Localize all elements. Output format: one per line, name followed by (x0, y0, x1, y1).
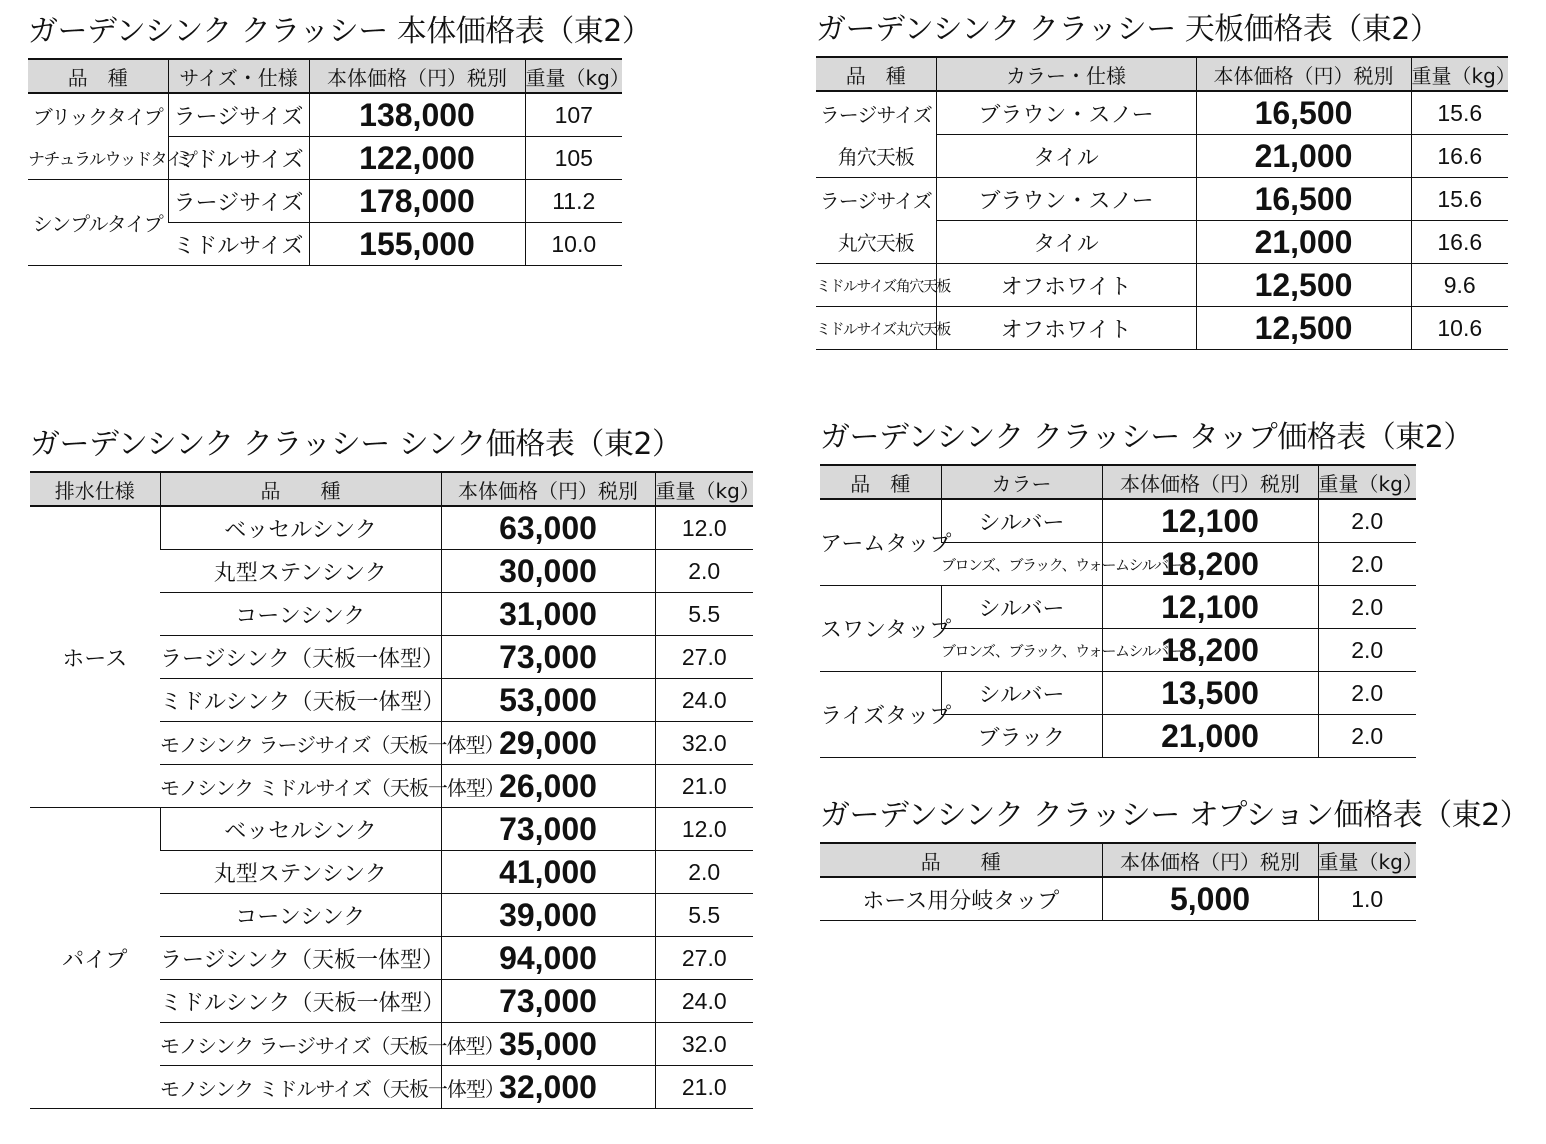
weight-cell: 107 (525, 93, 622, 137)
type-cell: ラージサイズ (816, 178, 936, 221)
header-cell: 本体価格（円）税別 (1102, 465, 1318, 499)
type-cell: シンプルタイプ (28, 180, 168, 266)
product-cell: ミドルシンク（天板一体型） (160, 980, 441, 1023)
price-cell: 12,500 (1196, 307, 1411, 350)
color-cell: ブロンズ、ブラック、ウォームシルバー (941, 629, 1102, 672)
header-cell: 本体価格（円）税別 (309, 59, 525, 93)
table-row (816, 264, 1508, 307)
price-cell: 29,000 (441, 722, 655, 765)
tap-price-table (820, 464, 1423, 758)
sink-price-title: ガーデンシンク クラッシー シンク価格表（東2） (30, 427, 682, 462)
weight-cell: 11.2 (525, 180, 622, 223)
table-header-row (820, 465, 1416, 499)
color-cell: タイル (936, 221, 1196, 264)
product-cell: モノシンク ラージサイズ（天板一体型） (160, 1023, 441, 1066)
price-cell: 31,000 (441, 593, 655, 636)
product-cell: ホース用分岐タップ (820, 877, 1102, 921)
header-cell: 品 種 (816, 57, 936, 91)
color-cell: オフホワイト (936, 264, 1196, 307)
price-cell: 26,000 (441, 765, 655, 808)
price-cell: 155,000 (309, 223, 525, 266)
table-row (820, 672, 1416, 715)
tap-price-title: ガーデンシンク クラッシー タップ価格表（東2） (820, 420, 1473, 455)
table-row (816, 178, 1508, 221)
weight-cell: 2.0 (1318, 672, 1416, 715)
price-cell: 16,500 (1196, 91, 1411, 135)
table-header-row (30, 472, 753, 506)
color-cell: ブラウン・スノー (936, 91, 1196, 135)
weight-cell: 27.0 (655, 636, 753, 679)
weight-cell: 21.0 (655, 1066, 753, 1109)
price-cell: 94,000 (441, 937, 655, 980)
type-cell: ミドルサイズ角穴天板 (816, 264, 936, 307)
header-cell: 重量（kg） (1318, 843, 1416, 877)
top-price-section (816, 12, 1516, 350)
product-cell: 丸型ステンシンク (160, 851, 441, 894)
header-cell: 品 種 (28, 59, 168, 93)
price-cell: 53,000 (441, 679, 655, 722)
product-cell: ベッセルシンク (160, 808, 441, 851)
price-cell: 12,100 (1102, 586, 1318, 629)
price-cell: 16,500 (1196, 178, 1411, 221)
header-cell: 本体価格（円）税別 (1102, 843, 1318, 877)
size-cell: ミドルサイズ (168, 137, 309, 180)
table-row (820, 499, 1416, 543)
price-cell: 138,000 (309, 93, 525, 137)
price-cell: 32,000 (441, 1066, 655, 1109)
product-cell: モノシンク ミドルサイズ（天板一体型） (160, 765, 441, 808)
weight-cell: 12.0 (655, 808, 753, 851)
price-cell: 35,000 (441, 1023, 655, 1066)
color-cell: シルバー (941, 586, 1102, 629)
tap-name-cell: アームタップ (820, 499, 941, 586)
header-cell: 重量（kg） (525, 59, 622, 93)
color-cell: タイル (936, 135, 1196, 178)
color-cell: シルバー (941, 672, 1102, 715)
price-cell: 21,000 (1196, 135, 1411, 178)
table-row (28, 137, 622, 180)
weight-cell: 32.0 (655, 722, 753, 765)
color-cell: オフホワイト (936, 307, 1196, 350)
type-cell: ブリックタイプ (28, 93, 168, 137)
table-row (28, 93, 622, 137)
table-header-row (820, 843, 1416, 877)
header-cell: 本体価格（円）税別 (441, 472, 655, 506)
price-cell: 63,000 (441, 506, 655, 550)
table-row (816, 91, 1508, 135)
weight-cell: 2.0 (1318, 629, 1416, 672)
top-price-title: ガーデンシンク クラッシー 天板価格表（東2） (816, 12, 1440, 47)
header-cell: 重量（kg） (1411, 57, 1508, 91)
weight-cell: 27.0 (655, 937, 753, 980)
option-price-section (820, 798, 1529, 921)
weight-cell: 16.6 (1411, 221, 1508, 264)
header-cell: 重量（kg） (1318, 465, 1416, 499)
header-cell: 品 種 (820, 465, 941, 499)
price-cell: 73,000 (441, 808, 655, 851)
header-cell: 品 種 (160, 472, 441, 506)
price-cell: 18,200 (1102, 543, 1318, 586)
size-cell: ラージサイズ (168, 93, 309, 137)
header-cell: 品 種 (820, 843, 1102, 877)
header-cell: 本体価格（円）税別 (1196, 57, 1411, 91)
header-cell: カラー (941, 465, 1102, 499)
sink-price-section (30, 427, 760, 1109)
option-price-title: ガーデンシンク クラッシー オプション価格表（東2） (820, 798, 1530, 833)
product-cell: ラージシンク（天板一体型） (160, 937, 441, 980)
table-row (820, 586, 1416, 629)
weight-cell: 9.6 (1411, 264, 1508, 307)
color-cell: シルバー (941, 499, 1102, 543)
table-row (30, 506, 753, 550)
price-cell: 12,500 (1196, 264, 1411, 307)
weight-cell: 16.6 (1411, 135, 1508, 178)
price-cell: 178,000 (309, 180, 525, 223)
sink-price-table (30, 471, 760, 1109)
price-cell: 41,000 (441, 851, 655, 894)
type-cell: 丸穴天板 (816, 221, 936, 264)
weight-cell: 21.0 (655, 765, 753, 808)
drain-cell: パイプ (30, 808, 160, 1109)
weight-cell: 15.6 (1411, 91, 1508, 135)
weight-cell: 2.0 (655, 550, 753, 593)
header-cell: カラー・仕様 (936, 57, 1196, 91)
price-cell: 5,000 (1102, 877, 1318, 921)
weight-cell: 12.0 (655, 506, 753, 550)
type-cell: ラージサイズ (816, 91, 936, 135)
header-cell: 重量（kg） (655, 472, 753, 506)
price-cell: 30,000 (441, 550, 655, 593)
color-cell: ブラウン・スノー (936, 178, 1196, 221)
weight-cell: 5.5 (655, 894, 753, 937)
price-cell: 12,100 (1102, 499, 1318, 543)
body-price-section (28, 14, 651, 266)
size-cell: ミドルサイズ (168, 223, 309, 266)
tap-price-section (820, 420, 1473, 758)
weight-cell: 2.0 (1318, 586, 1416, 629)
product-cell: モノシンク ラージサイズ（天板一体型） (160, 722, 441, 765)
weight-cell: 2.0 (1318, 543, 1416, 586)
weight-cell: 2.0 (1318, 499, 1416, 543)
top-price-table (816, 56, 1516, 350)
table-row (816, 221, 1508, 264)
table-row (816, 307, 1508, 350)
type-cell: 角穴天板 (816, 135, 936, 178)
tap-name-cell: スワンタップ (820, 586, 941, 672)
body-price-title: ガーデンシンク クラッシー 本体価格表（東2） (28, 14, 652, 49)
product-cell: コーンシンク (160, 593, 441, 636)
type-cell: ミドルサイズ丸穴天板 (816, 307, 936, 350)
price-cell: 21,000 (1102, 715, 1318, 758)
table-header-row (816, 57, 1508, 91)
color-cell: ブラック (941, 715, 1102, 758)
header-cell: 排水仕様 (30, 472, 160, 506)
table-row (30, 808, 753, 851)
weight-cell: 24.0 (655, 679, 753, 722)
price-cell: 73,000 (441, 980, 655, 1023)
weight-cell: 1.0 (1318, 877, 1416, 921)
product-cell: ベッセルシンク (160, 506, 441, 550)
product-cell: モノシンク ミドルサイズ（天板一体型） (160, 1066, 441, 1109)
drain-cell: ホース (30, 506, 160, 808)
table-row (820, 877, 1416, 921)
weight-cell: 2.0 (1318, 715, 1416, 758)
price-cell: 39,000 (441, 894, 655, 937)
product-cell: 丸型ステンシンク (160, 550, 441, 593)
size-cell: ラージサイズ (168, 180, 309, 223)
weight-cell: 105 (525, 137, 622, 180)
weight-cell: 15.6 (1411, 178, 1508, 221)
weight-cell: 10.6 (1411, 307, 1508, 350)
weight-cell: 32.0 (655, 1023, 753, 1066)
weight-cell: 24.0 (655, 980, 753, 1023)
product-cell: コーンシンク (160, 894, 441, 937)
tap-name-cell: ライズタップ (820, 672, 941, 758)
product-cell: ミドルシンク（天板一体型） (160, 679, 441, 722)
price-cell: 21,000 (1196, 221, 1411, 264)
product-cell: ラージシンク（天板一体型） (160, 636, 441, 679)
table-header-row (28, 59, 622, 93)
table-row (28, 180, 622, 223)
price-cell: 13,500 (1102, 672, 1318, 715)
price-cell: 73,000 (441, 636, 655, 679)
weight-cell: 10.0 (525, 223, 622, 266)
table-row (816, 135, 1508, 178)
header-cell: サイズ・仕様 (168, 59, 309, 93)
body-price-table (28, 58, 630, 266)
price-cell: 18,200 (1102, 629, 1318, 672)
type-cell: ナチュラルウッドタイプ (28, 137, 168, 180)
price-cell: 122,000 (309, 137, 525, 180)
color-cell: ブロンズ、ブラック、ウォームシルバー (941, 543, 1102, 586)
option-price-table (820, 842, 1423, 921)
weight-cell: 2.0 (655, 851, 753, 894)
weight-cell: 5.5 (655, 593, 753, 636)
